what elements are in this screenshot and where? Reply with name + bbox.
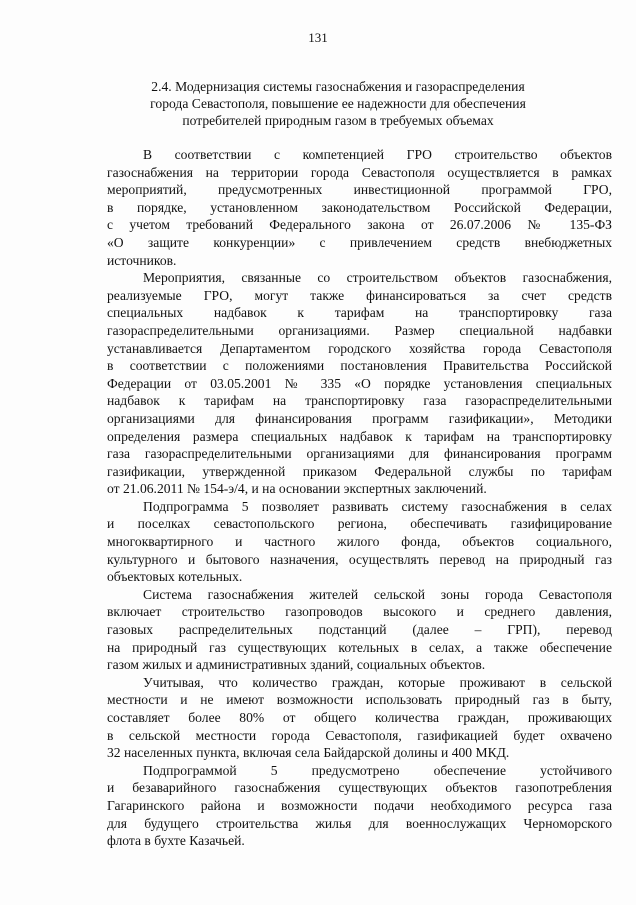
text-line: местности и не имеют возможности использовать природный газ в быту, xyxy=(107,692,612,708)
text-line: в соответствии с положениями постановления Правительства Российской xyxy=(107,358,612,374)
text-line: Мероприятия, связанные со строительством объектов газоснабжения, xyxy=(143,270,612,286)
text-line: составляет более 80% от общего количества граждан, проживающих xyxy=(107,710,612,725)
body-text xyxy=(107,146,612,850)
paragraph xyxy=(107,586,612,674)
paragraph xyxy=(107,146,612,269)
text-line: флота в бухте Казачьей. xyxy=(107,833,245,849)
text-line: источников. xyxy=(107,252,177,268)
text-line: организациями для финансирования программ газификации», Методики xyxy=(107,410,612,426)
text-line: и безаварийного газоснабжения существующих объектов газопотребления xyxy=(107,780,612,796)
text-line: газовых распределительных подстанций (далее – ГРП), перевод xyxy=(107,622,612,638)
text-line: в порядке, установленном законодательством Российской Федерации, xyxy=(107,199,612,215)
text-line: реализуемые ГРО, могут также финансироваться за счет средств xyxy=(107,287,612,303)
text-line: с учетом требований Федерального закона от 26.07.2006 № 135-ФЗ xyxy=(107,217,612,233)
heading-line: города Севастополя, повышение ее надежности для обеспечения xyxy=(150,96,526,111)
text-line: в сельской местности города Севастополя, газификацией будет охвачено xyxy=(107,727,612,743)
text-line: Подпрограммой 5 предусмотрено обеспечение устойчивого xyxy=(143,762,612,778)
text-line: надбавок к тарифам на транспортировку газа газораспределительными xyxy=(107,393,612,409)
heading-line: потребителей природным газом в требуемых объемах xyxy=(182,113,494,128)
paragraph xyxy=(107,498,612,586)
text-line: Система газоснабжения жителей сельской зоны города Севастополя xyxy=(143,586,612,602)
text-line: для будущего строительства жилья для военнослужащих Черноморского xyxy=(107,815,612,831)
text-line: культурного и бытового назначения, осуществлять перевод на природный газ xyxy=(107,551,612,567)
text-line: 32 населенных пункта, включая села Байдарской долины и 400 МКД. xyxy=(107,745,510,761)
text-line: газификации, утвержденной приказом Федеральной службы по тарифам xyxy=(107,463,612,479)
section-heading xyxy=(108,78,568,129)
heading-line: 2.4. Модернизация системы газоснабжения и газораспределения xyxy=(151,79,525,94)
text-line: и поселках севастопольского региона, обеспечивать газифицирование xyxy=(107,516,612,532)
text-line: Учитывая, что количество граждан, которые проживают в сельской xyxy=(143,674,612,690)
paragraph xyxy=(107,762,612,850)
text-line: от 21.06.2011 № 154-э/4, и на основании экспертных заключений. xyxy=(107,481,487,497)
text-line: газа газораспределительными организациями для финансирования программ xyxy=(107,446,612,462)
paragraph xyxy=(107,269,612,498)
text-line: Подпрограмма 5 позволяет развивать систему газоснабжения в селах xyxy=(143,498,612,514)
text-line: многоквартирного и частного жилого фонда, объектов социального, xyxy=(107,534,612,550)
text-line: устанавливается Департаментом городского хозяйства города Севастополя xyxy=(107,340,612,356)
text-line: Федерации от 03.05.2001 № 335 «О порядке установления специальных xyxy=(107,375,612,391)
text-line: В соответствии с компетенцией ГРО строительство объектов xyxy=(143,147,612,162)
text-line: мероприятий, предусмотренных инвестиционной программой ГРО, xyxy=(107,182,612,198)
text-line: Гагаринского района и возможности подачи необходимого ресурса газа xyxy=(107,797,612,813)
text-line: определения размера специальных надбавок к тарифам на транспортировку xyxy=(107,428,612,444)
text-line: газом жилых и административных зданий, социальных объектов. xyxy=(107,657,486,673)
text-line: газораспределительными организациями. Размер специальной надбавки xyxy=(107,322,612,338)
page-number: 131 xyxy=(308,30,328,45)
text-line: включает строительство газопроводов высокого и среднего давления, xyxy=(107,604,612,620)
paragraph xyxy=(107,674,612,762)
text-line: на природный газ существующих котельных в селах, а также обеспечение xyxy=(107,639,612,655)
text-line: специальных надбавок к тарифам на транспортировку газа xyxy=(107,305,612,321)
text-line: газоснабжения на территории города Севастополя осуществляется в рамках xyxy=(107,164,612,180)
text-line: «О защите конкуренции» с привлечением средств внебюджетных xyxy=(107,234,612,250)
text-line: объектовых котельных. xyxy=(107,569,243,585)
